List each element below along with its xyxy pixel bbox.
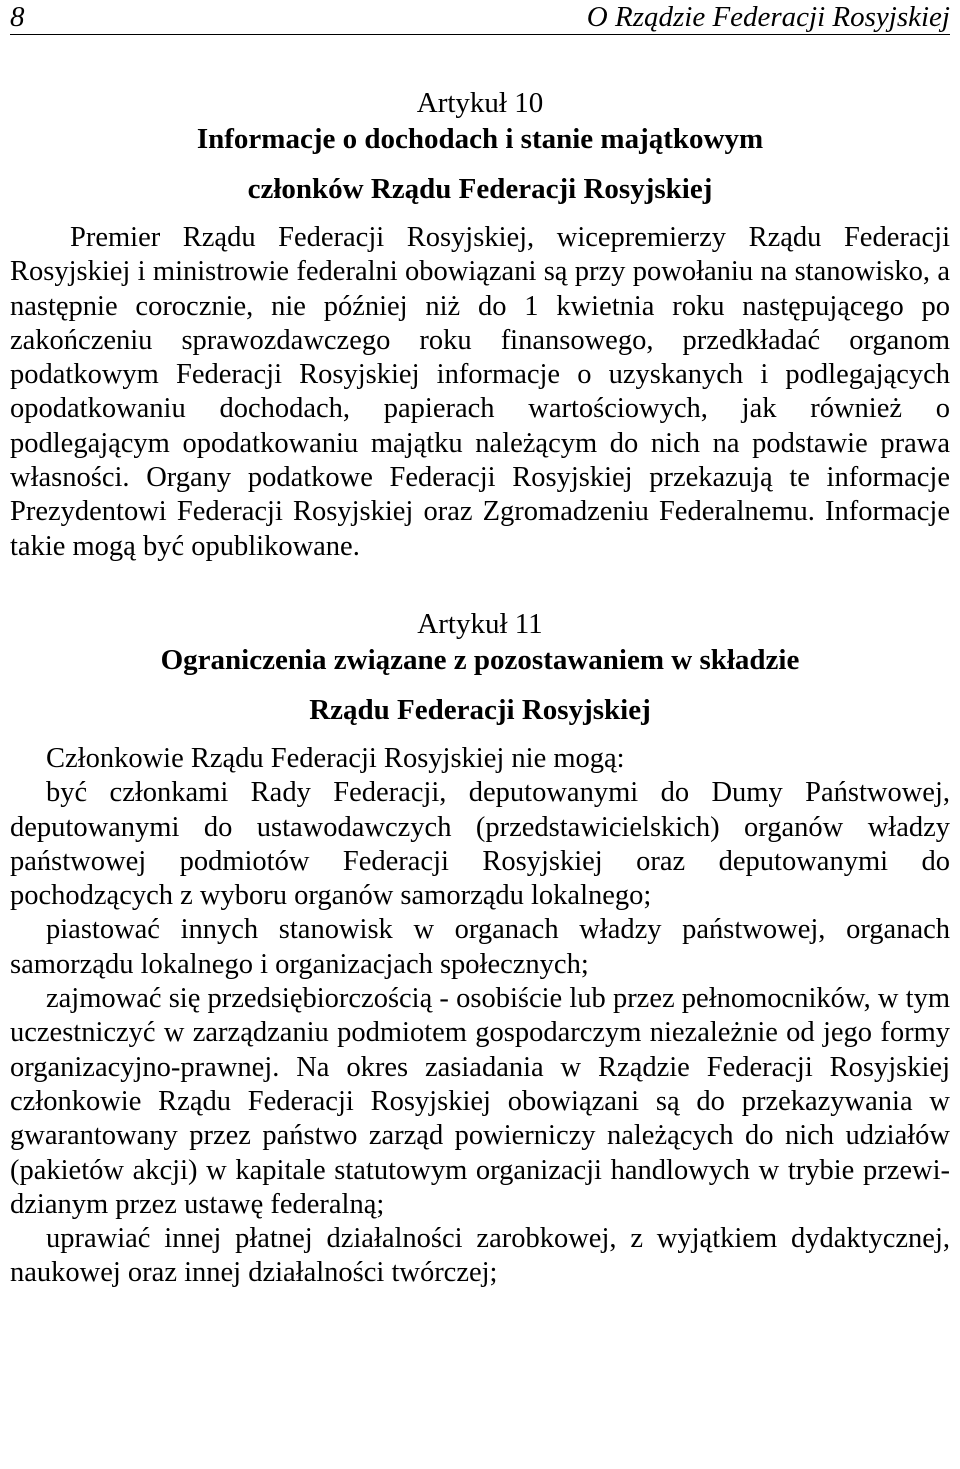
article-title-line: Rządu Federacji Rosyjskiej bbox=[309, 693, 651, 726]
article-11 bbox=[10, 564, 950, 1291]
article-number: Artykuł 11 bbox=[417, 607, 543, 640]
running-header bbox=[10, 0, 950, 35]
page-number: 8 bbox=[10, 1, 25, 33]
list-item: piastować innych stanowisk w organach władzy państwowej, organach samorządu lokalnego i organizacjach społecznych; bbox=[10, 914, 950, 980]
article-title-line: członków Rządu Federacji Rosyjskiej bbox=[247, 173, 713, 205]
article-title-line: Informacje o dochodach i stanie majątkowym bbox=[196, 123, 764, 155]
running-title: O Rządzie Federacji Rosyjskiej bbox=[586, 1, 950, 33]
article-paragraph: Premier Rządu Federacji Rosyjskiej, wicepremierzy Rządu Federacji Rosyjskiej i ministrowie federalni obowiązani są przy powołaniu na stanowisko, a następnie corocznie, nie później niż do 1 kwietnia roku następującego po zakończeniu sprawozdawczego roku finansowego, przedkładać organom podatkowym Federacji Rosyjskiej informacje o uzyskanych i podlegających opodatkowaniu dochodach, papierach wartościowych, jak również o podlegającym opodatkowaniu majątku należącym do nich na podstawie prawa własności. Organy podatkowe Federacji Rosyjskiej przekazują te informacje Prezydentowi Federacji Rosyjskiej oraz Zgromadzeniu Federalnemu. Informacje takie mogą być opublikowane. bbox=[10, 222, 950, 562]
list-item: uprawiać innej płatnej działalności zarobkowej, z wyjątkiem dydaktycznej, naukowej oraz innej działalności twórczej; bbox=[10, 1223, 950, 1289]
article-title-line: Ograniczenia związane z pozostawaniem w składzie bbox=[160, 643, 800, 676]
list-item: być członkami Rady Federacji, deputowanymi do Dumy Państwowej, deputowanymi do ustawodawczych (przedstawicielskich) organów władzy państwowej podmiotów Federacji Rosyjskiej oraz deputowanymi do pochodzących z wyboru organów samorządu lokalnego; bbox=[10, 777, 950, 912]
article-intro: Członkowie Rządu Federacji Rosyjskiej nie mogą: bbox=[46, 742, 625, 774]
article-10 bbox=[10, 35, 950, 564]
article-number: Artykuł 10 bbox=[416, 87, 544, 119]
list-item: zajmować się przedsiębiorczością - osobiście lub przez pełnomocników, w tym uczestniczyć w zarządzaniu podmiotem gospodarczym niezależnie od jego formy organizacyjno-prawnej. Na okres zasiadania w Rządzie Federacji Rosyjskiej członkowie Rządu Federacji Rosyjskiej obowiązani są do przekazywania w gwarantowany przez państwo zarząd powierniczy należących do nich udziałów (pakietów akcji) w kapitale statutowym organizacji handlowych w trybie przewidzianym przez ustawę federalną; bbox=[10, 983, 950, 1220]
